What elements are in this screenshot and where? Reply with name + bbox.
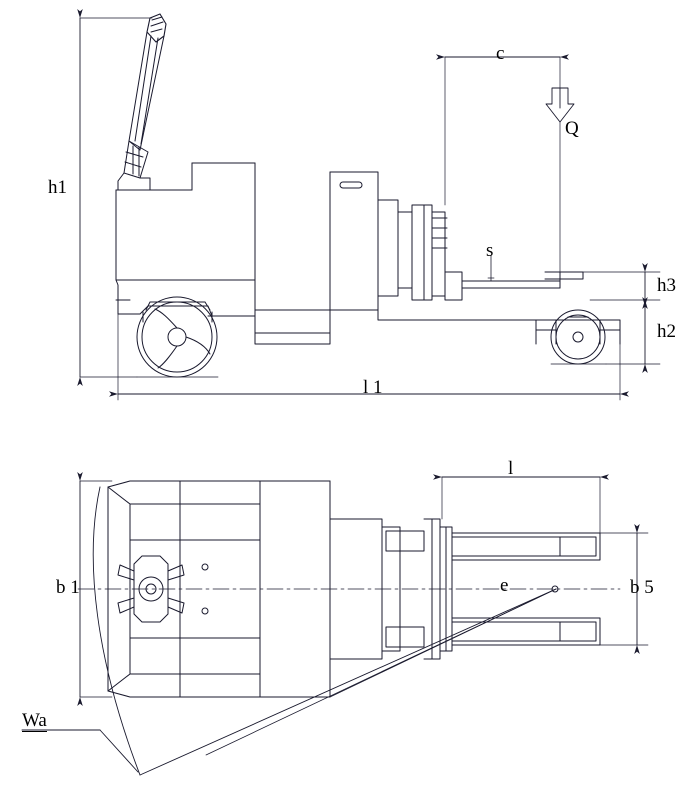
label-Wa: Wa xyxy=(22,710,47,731)
side-view-dimensions xyxy=(80,18,660,400)
label-h1: h1 xyxy=(48,177,67,198)
label-b5: b 5 xyxy=(630,577,654,598)
label-l: l xyxy=(508,458,514,479)
top-view-dimensions xyxy=(22,477,648,772)
label-l1: l 1 xyxy=(363,377,383,398)
label-s: s xyxy=(486,240,494,261)
label-h2: h2 xyxy=(657,321,676,342)
label-b1: b 1 xyxy=(56,577,80,598)
label-Q: Q xyxy=(565,118,579,139)
label-c: c xyxy=(496,43,505,64)
label-e: e xyxy=(500,575,509,596)
label-h3: h3 xyxy=(657,275,676,296)
side-view-geometry xyxy=(116,14,620,377)
top-view-geometry xyxy=(78,481,620,775)
